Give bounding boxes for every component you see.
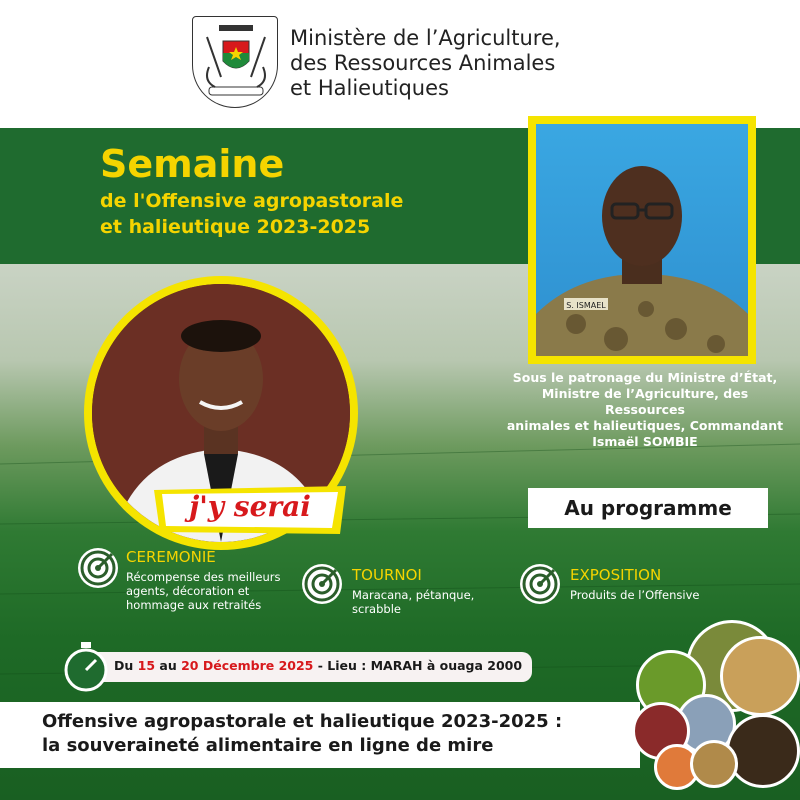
activity-desc-line: scrabble [352,602,401,616]
patronage-line-3 [500,418,790,434]
date-end: 20 Décembre 2025 [181,658,314,673]
date-au: au [159,658,177,673]
event-title: Semaine [100,142,285,186]
target-icon [302,564,342,604]
date-venue: - Lieu : MARAH à ouaga 2000 [317,658,523,673]
produce-photo-poultry [726,714,800,788]
activity-desc-line: hommage aux retraités [126,598,262,612]
date-start: 15 [137,658,156,673]
patronage-caption [500,370,790,450]
patronage-line-1: Sous le patronage du Ministre d’État, [512,370,778,385]
patronage-line-2: Ministre de l’Agriculture, des Ressources [541,386,749,417]
ministry-line-3: et Halieutiques [290,76,449,100]
event-subtitle [100,188,403,240]
ministry-line-1: Ministère de l’Agriculture, [290,26,561,50]
activity-desc-line: Récompense des meilleurs [126,570,281,584]
stopwatch-icon [58,638,114,694]
event-subtitle-line-1: de l'Offensive agropastorale [100,190,404,212]
activity-desc-line: agents, décoration et [126,584,250,598]
produce-photo-potatoes [720,636,800,716]
coat-of-arms-emblem [192,16,278,108]
event-subtitle-line-2: et halieutique 2023-2025 [100,216,371,238]
name-tape: S. ISMAEL [566,301,606,310]
footer-slogan [42,710,562,758]
footer-line-2: la souveraineté alimentaire en ligne de mire [42,735,494,756]
minister-photo [536,124,748,356]
ministry-line-2: des Ressources Animales [290,51,556,75]
activity-title-ceremonie: CEREMONIE [126,548,216,566]
patronage-line-3a: animales et halieutiques, [506,418,686,433]
ministry-name [290,26,561,101]
target-icon [520,564,560,604]
produce-photo-seeds [690,740,738,788]
footer-line-1: Offensive agropastorale et halieutique 2023-2025 : [42,711,563,732]
activity-desc-exposition [570,588,699,602]
activity-desc-tournoi [352,588,474,616]
program-heading: Au programme [528,488,768,528]
patron-name-text: Ismaël SOMBIE [592,434,698,449]
activity-desc-line: Maracana, pétanque, [352,588,475,602]
activity-desc-line: Produits de l’Offensive [570,588,700,602]
patron-name [500,434,790,450]
date-du: Du [114,658,134,673]
activity-title-tournoi: TOURNOI [352,566,422,584]
patron-rank: Commandant [689,418,784,433]
date-location [114,658,522,673]
target-icon [78,548,118,588]
activity-desc-ceremonie [126,570,280,612]
activity-title-exposition: EXPOSITION [570,566,662,584]
jyserai-label: j'y serai [189,490,311,523]
